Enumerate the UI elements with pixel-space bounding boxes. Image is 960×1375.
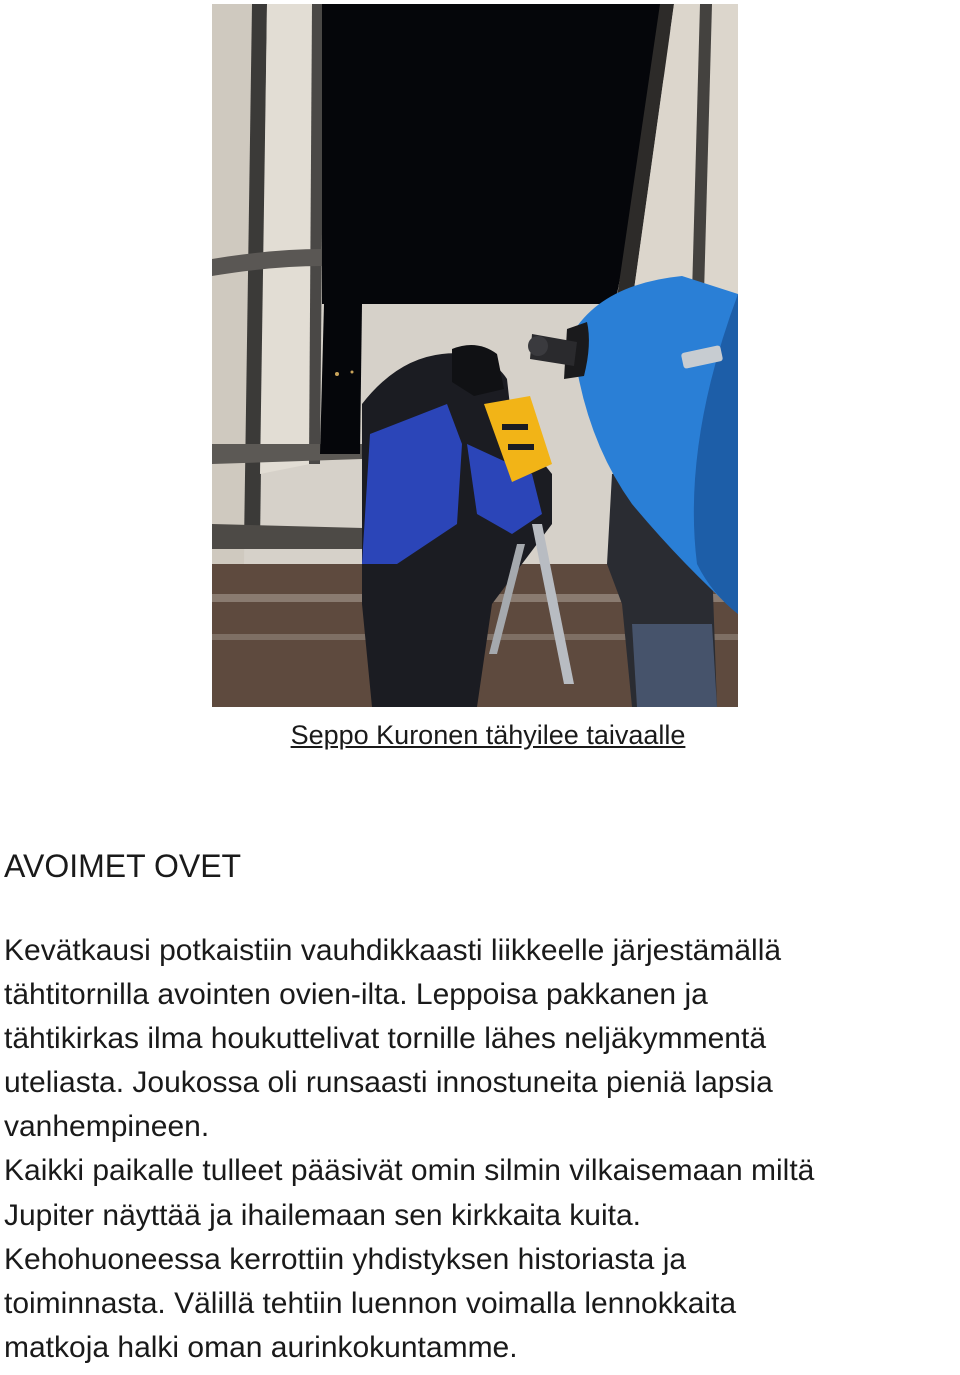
- photo-caption-link[interactable]: Seppo Kuronen tähyilee taivaalle: [290, 720, 686, 750]
- section-heading: AVOIMET OVET: [4, 848, 242, 884]
- body-line: tähtitornilla avointen ovien-ilta. Leppoisa pakkanen ja: [4, 978, 708, 1012]
- body-line: toiminnasta. Välillä tehtiin luennon voimalla lennokkaita: [4, 1286, 737, 1320]
- body-line: Kevätkausi potkaistiin vauhdikkaasti liikkeelle järjestämällä: [4, 934, 782, 967]
- telescope-observatory-photo: [212, 4, 738, 707]
- body-line: tähtikirkas ilma houkuttelivat tornille lähes neljäkymmentä: [4, 1022, 767, 1056]
- body-line: Kehohuoneessa kerrottiin yhdistyksen historiasta ja: [4, 1242, 687, 1276]
- body-line: uteliasta. Joukossa oli runsaasti innostuneita pieniä lapsia: [4, 1066, 773, 1100]
- body-line: Jupiter näyttää ja ihailemaan sen kirkkaita kuita.: [4, 1198, 642, 1232]
- body-line: matkoja halki oman aurinkokuntamme.: [4, 1330, 518, 1364]
- body-line: vanhempineen.: [4, 1110, 210, 1144]
- body-line: Kaikki paikalle tulleet pääsivät omin silmin vilkaisemaan miltä: [4, 1154, 815, 1188]
- article-body: [4, 929, 960, 1370]
